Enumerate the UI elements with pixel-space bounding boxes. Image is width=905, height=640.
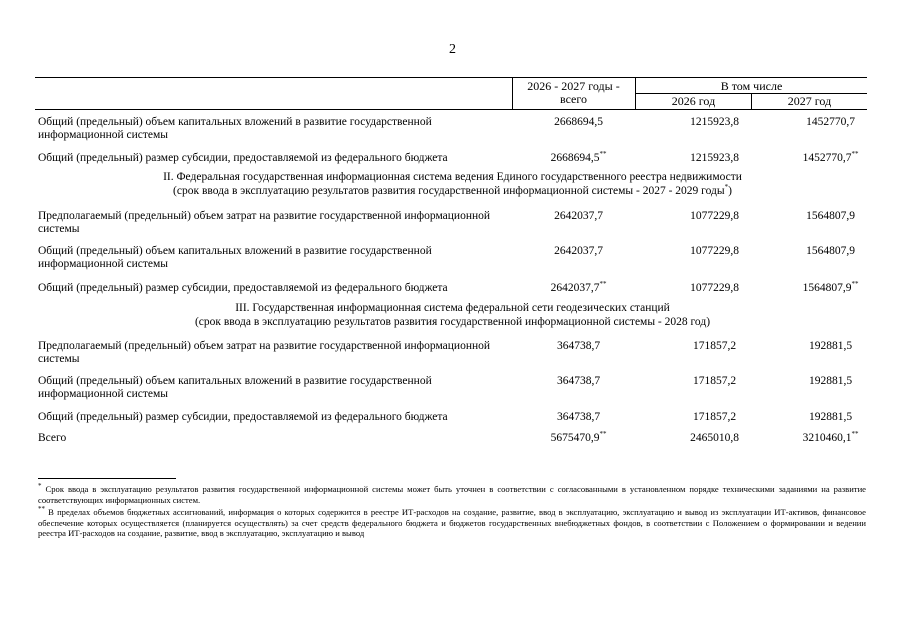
row-label: Предполагаемый (предельный) объем затрат на развитие государственной информационной системы xyxy=(38,210,491,235)
section-subtitle: (срок ввода в эксплуатацию результатов развития государственной информационной системы - 2027 - 2029 годы*) xyxy=(173,183,732,197)
row-2027: 192881,5 xyxy=(808,411,853,423)
row-label: Общий (предельный) объем капитальных вложений в развитие государственной информационной системы xyxy=(38,116,432,141)
row-2026: 1077229,8 xyxy=(690,282,739,294)
row-label: Общий (предельный) размер субсидии, предоставляемой из федерального бюджета xyxy=(38,282,448,294)
row-2026: 2465010,8 xyxy=(690,432,739,444)
row-label: Предполагаемый (предельный) объем затрат на развитие государственной информационной системы xyxy=(38,340,491,365)
footnote-mark: ** xyxy=(38,505,45,514)
section-heading xyxy=(0,301,905,329)
footnote-text: В пределах объемов бюджетных ассигнований, информация о которых содержится в реестре ИТ-расходов на создание, развитие, ввод в эксплуатацию, эксплуатацию и вывод из эксплуатации ИТ-активов, финансовое обеспечение которых осуществляется (планируется осуществлять) за счет средств федерального бюджета и бюджетов государственных внебюджетных фондов, в соответствии с Положением о формировании и ведении реестра ИТ-расходов на создание, развитие, ввод в эксплуатацию, эксплуатацию и вывод xyxy=(38,507,866,538)
row-2027: 1452770,7 xyxy=(806,116,855,128)
row-total: 364738,7 xyxy=(556,375,601,387)
row-total: 2642037,7 xyxy=(554,210,603,222)
row-2026: 1077229,8 xyxy=(690,210,739,222)
row-label: Общий (предельный) объем капитальных вложений в развитие государственной информационной системы xyxy=(38,245,432,270)
row-total: 364738,7 xyxy=(556,340,601,352)
row-2027: 192881,5 xyxy=(808,340,853,352)
header-divider xyxy=(635,93,867,94)
row-total: 5675470,9** xyxy=(550,430,607,444)
row-total: 2668694,5 xyxy=(554,116,603,128)
row-2026: 171857,2 xyxy=(692,340,737,352)
page-number: 2 xyxy=(449,42,456,57)
footnote-text: Срок ввода в эксплуатацию результатов развития государственной информационной системы может быть уточнен в соответствии с согласованными в установленном порядке техническими заданиями на развитие соответствующих информационных систем. xyxy=(38,484,866,505)
header-total: 2026 - 2027 годы - всего xyxy=(527,79,620,106)
row-label: Всего xyxy=(38,432,67,444)
header-group: В том числе xyxy=(720,79,783,93)
row-total: 2668694,5** xyxy=(550,150,607,164)
row-2027: 1564807,9 xyxy=(806,245,855,257)
row-2027: 1564807,9** xyxy=(802,280,859,294)
footnote-separator xyxy=(38,478,176,479)
table-top-border xyxy=(35,77,867,78)
row-total: 2642037,7** xyxy=(550,280,607,294)
row-2026: 1215923,8 xyxy=(690,116,739,128)
row-label: Общий (предельный) объем капитальных вложений в развитие государственной информационной системы xyxy=(38,375,432,400)
section-heading xyxy=(0,170,905,198)
section-subtitle: (срок ввода в эксплуатацию результатов развития государственной информационной системы - 2028 год) xyxy=(194,316,711,328)
row-total: 364738,7 xyxy=(556,411,601,423)
row-2027: 1564807,9 xyxy=(806,210,855,222)
row-label: Общий (предельный) размер субсидии, предоставляемой из федерального бюджета xyxy=(38,411,448,423)
row-label: Общий (предельный) размер субсидии, предоставляемой из федерального бюджета xyxy=(38,152,448,164)
row-2026: 171857,2 xyxy=(692,411,737,423)
row-2027: 3210460,1** xyxy=(802,430,859,444)
header-year-2027: 2027 год xyxy=(787,94,832,108)
row-2027: 192881,5 xyxy=(808,375,853,387)
footnote xyxy=(38,507,866,539)
header-year-2026: 2026 год xyxy=(671,94,716,108)
footnote-mark: * xyxy=(38,482,42,491)
row-2027: 1452770,7** xyxy=(802,150,859,164)
row-total: 2642037,7 xyxy=(554,245,603,257)
row-2026: 1077229,8 xyxy=(690,245,739,257)
row-2026: 171857,2 xyxy=(692,375,737,387)
section-title: II. Федеральная государственная информационная система ведения Единого государственного реестра недвижимости xyxy=(163,171,742,183)
section-title: III. Государственная информационная система федеральной сети геодезических станций xyxy=(235,302,670,314)
header-bottom-border xyxy=(35,109,867,110)
row-2026: 1215923,8 xyxy=(690,152,739,164)
footnote xyxy=(38,484,866,505)
